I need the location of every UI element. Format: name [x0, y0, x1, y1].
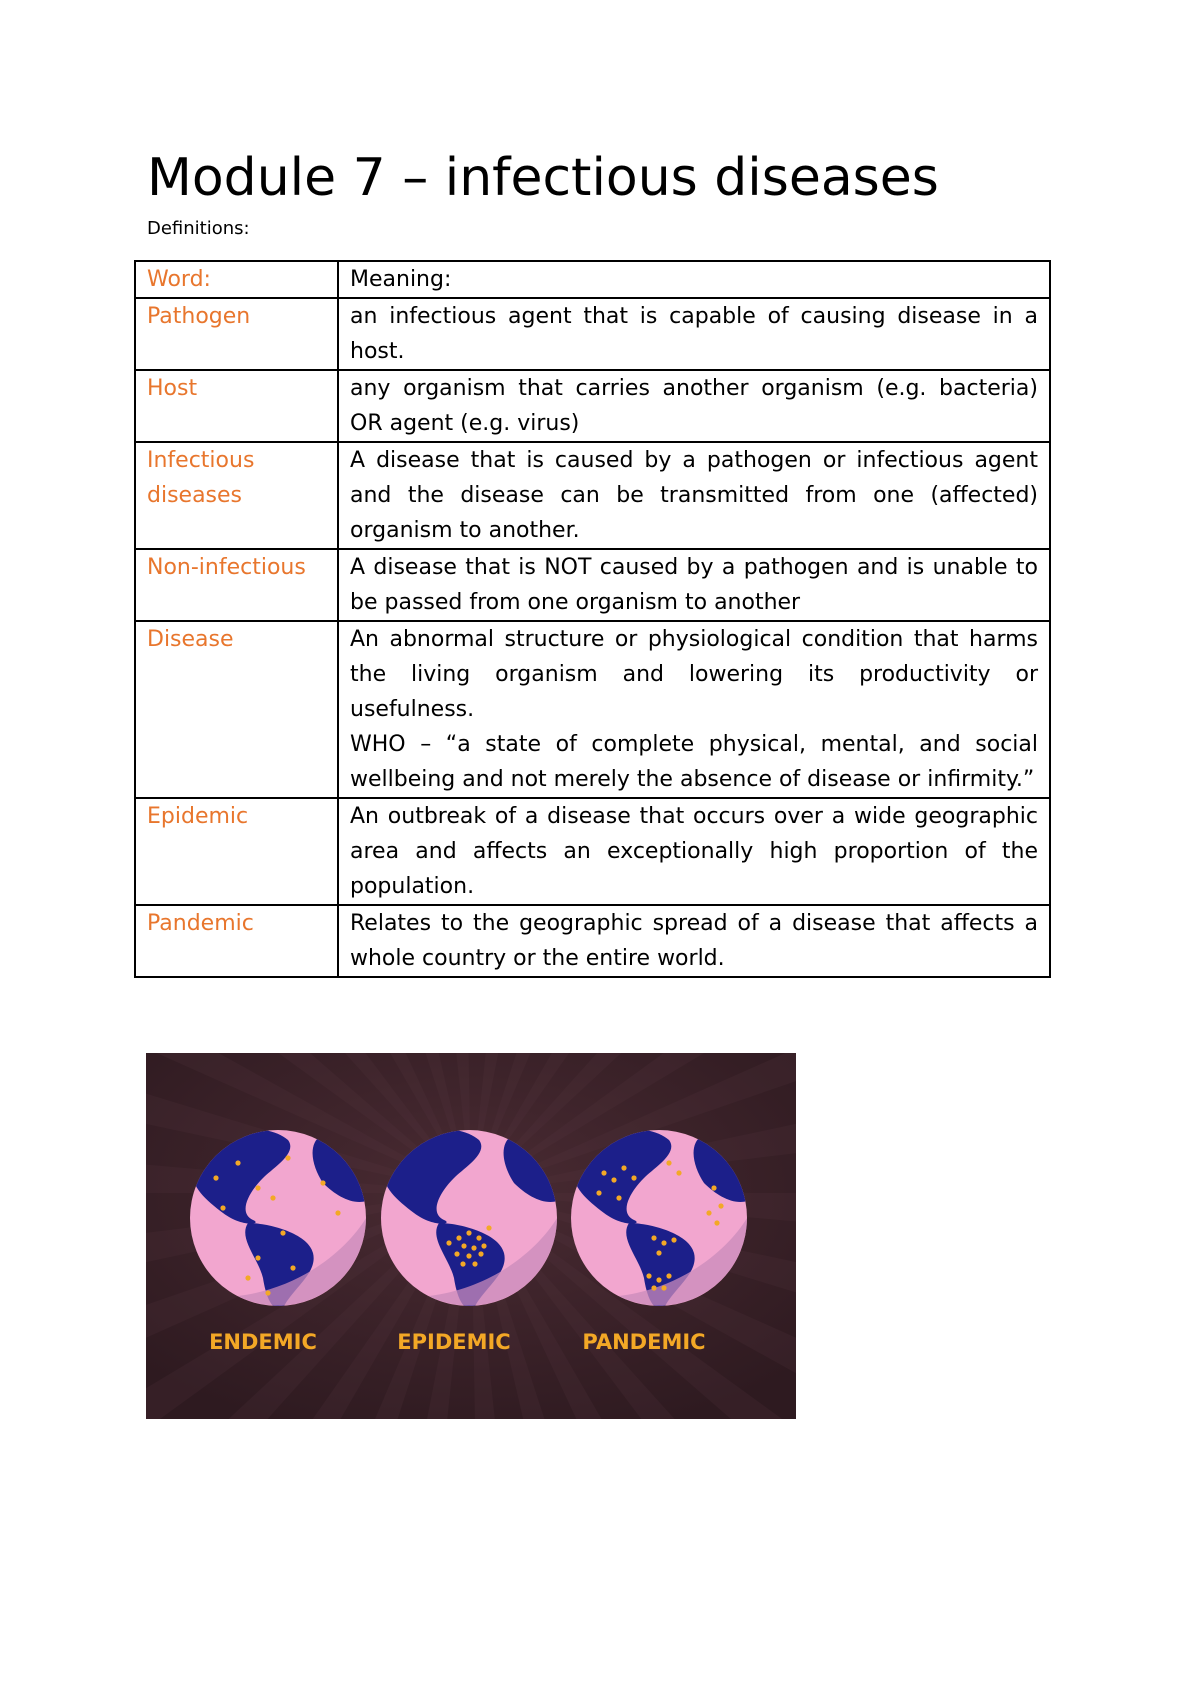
outbreak-dot	[596, 1190, 601, 1195]
term-cell: Epidemic	[135, 798, 338, 905]
label-endemic: ENDEMIC	[209, 1330, 317, 1354]
term-cell: Host	[135, 370, 338, 442]
outbreak-dot	[476, 1235, 481, 1240]
outbreak-dot	[446, 1240, 451, 1245]
outbreak-dot	[460, 1261, 465, 1266]
definitions-subtitle: Definitions:	[147, 218, 250, 239]
page-title: Module 7 – infectious diseases	[147, 148, 939, 208]
term-cell: Non-infectious	[135, 549, 338, 621]
outbreak-dot	[611, 1177, 616, 1182]
outbreak-dot	[270, 1195, 275, 1200]
outbreak-dot	[466, 1253, 471, 1258]
meaning-cell	[338, 298, 1050, 370]
table-header-row	[135, 261, 1050, 298]
outbreak-dot	[651, 1235, 656, 1240]
header-word: Word:	[135, 261, 338, 298]
outbreak-dot	[461, 1243, 466, 1248]
outbreak-dot	[621, 1165, 626, 1170]
meaning-cell	[338, 549, 1050, 621]
endemic-epidemic-pandemic-illustration	[146, 1053, 796, 1419]
outbreak-dot	[471, 1245, 476, 1250]
meaning-cell	[338, 370, 1050, 442]
meaning-text: A disease that is NOT caused by a pathogen and is unable to be passed from one organism to another	[350, 555, 1038, 615]
meaning-cell	[338, 621, 1050, 798]
meaning-text: any organism that carries another organism (e.g. bacteria) OR agent (e.g. virus)	[350, 376, 1038, 436]
outbreak-dot	[631, 1175, 636, 1180]
table-row	[135, 298, 1050, 370]
outbreak-dot	[481, 1243, 486, 1248]
label-pandemic: PANDEMIC	[582, 1330, 706, 1354]
outbreak-dot	[478, 1251, 483, 1256]
term-cell: Disease	[135, 621, 338, 798]
outbreak-dot	[661, 1285, 666, 1290]
outbreak-dot	[676, 1170, 681, 1175]
outbreak-dot	[646, 1273, 651, 1278]
meaning-text: an infectious agent that is capable of causing disease in a host.	[350, 304, 1038, 364]
outbreak-dot	[616, 1195, 621, 1200]
term-cell: Pathogen	[135, 298, 338, 370]
outbreak-dot	[220, 1205, 225, 1210]
outbreak-dot	[651, 1285, 656, 1290]
term-cell: Infectious diseases	[135, 442, 338, 549]
meaning-cell	[338, 442, 1050, 549]
table-row	[135, 370, 1050, 442]
outbreak-dot	[285, 1155, 290, 1160]
outbreak-dot	[466, 1230, 471, 1235]
header-meaning: Meaning:	[338, 261, 1050, 298]
outbreak-dot	[454, 1251, 459, 1256]
meaning-cell	[338, 798, 1050, 905]
table-row	[135, 442, 1050, 549]
table-row	[135, 905, 1050, 977]
outbreak-dot	[290, 1265, 295, 1270]
outbreak-dot	[235, 1160, 240, 1165]
outbreak-dot	[666, 1160, 671, 1165]
table-row	[135, 549, 1050, 621]
outbreak-dot	[245, 1275, 250, 1280]
outbreak-dot	[456, 1235, 461, 1240]
outbreak-dot	[714, 1220, 719, 1225]
outbreak-dot	[265, 1290, 270, 1295]
outbreak-dot	[472, 1261, 477, 1266]
outbreak-dot	[661, 1240, 666, 1245]
outbreak-dot	[335, 1210, 340, 1215]
outbreak-dot	[320, 1180, 325, 1185]
globes-illustration	[146, 1053, 796, 1419]
meaning-text: An abnormal structure or physiological condition that harms the living organism and lowering its productivity or usefulness.	[350, 627, 1038, 722]
outbreak-dot	[711, 1185, 716, 1190]
outbreak-dot	[486, 1225, 491, 1230]
table-row	[135, 798, 1050, 905]
meaning-text: WHO – “a state of complete physical, mental, and social wellbeing and not merely the absence of disease or infirmity.”	[350, 732, 1038, 792]
outbreak-dot	[666, 1273, 671, 1278]
label-epidemic: EPIDEMIC	[397, 1330, 511, 1354]
outbreak-dot	[656, 1277, 661, 1282]
term-cell: Pandemic	[135, 905, 338, 977]
meaning-cell	[338, 905, 1050, 977]
definitions-table	[134, 260, 1051, 978]
outbreak-dot	[213, 1175, 218, 1180]
meaning-text: An outbreak of a disease that occurs over a wide geographic area and affects an exceptionally high proportion of the population.	[350, 804, 1038, 899]
outbreak-dot	[255, 1255, 260, 1260]
meaning-text: Relates to the geographic spread of a disease that affects a whole country or the entire world.	[350, 911, 1038, 971]
outbreak-dot	[718, 1203, 723, 1208]
meaning-text: A disease that is caused by a pathogen or infectious agent and the disease can be transmitted from one (affected) organism to another.	[350, 448, 1038, 543]
outbreak-dot	[255, 1185, 260, 1190]
outbreak-dot	[671, 1237, 676, 1242]
outbreak-dot	[280, 1230, 285, 1235]
outbreak-dot	[706, 1210, 711, 1215]
outbreak-dot	[601, 1170, 606, 1175]
outbreak-dot	[656, 1250, 661, 1255]
definitions-table-body	[135, 298, 1050, 977]
table-row	[135, 621, 1050, 798]
